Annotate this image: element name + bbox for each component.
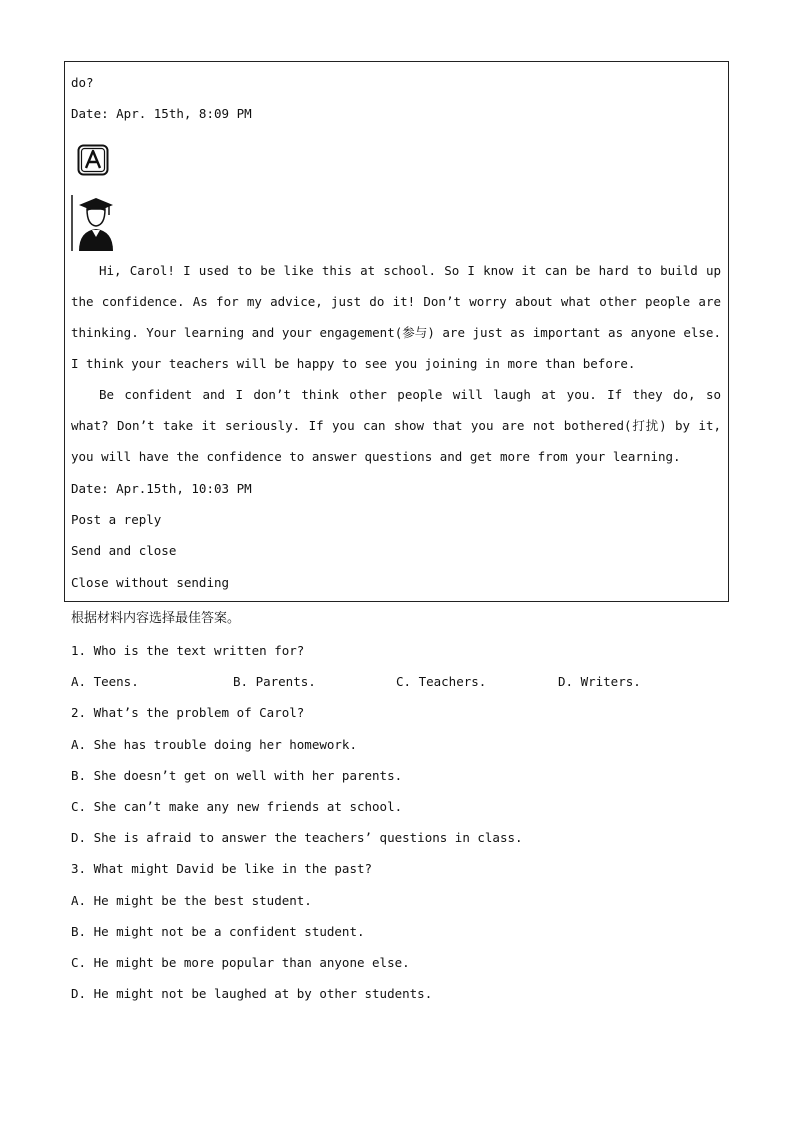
q2-option-b[interactable]: B. She doesn’t get on well with her parents. [71,768,403,783]
reply-paragraph-1: Hi, Carol! I used to be like this at school. So I know it can be hard to build up the confidence. As for my advice, just do it! Don’t worry about what other people are thinking. Your learning and your engagement(参与) are just as important as anyone else. I think your teachers will be happy to see you joining in more than before. [71,263,721,371]
q2-option-d[interactable]: D. She is afraid to answer the teachers’ questions in class. [71,830,523,845]
post-date: Date: Apr. 15th, 8:09 PM [71,106,252,121]
post-fragment: do? [71,75,94,90]
q3-option-a[interactable]: A. He might be the best student. [71,893,312,908]
q3-option-c[interactable]: C. He might be more popular than anyone else. [71,955,410,970]
q1-option-a[interactable]: A. Teens. [71,674,139,689]
instruction: 根据材料内容选择最佳答案。 [71,611,241,626]
q2-option-c[interactable]: C. She can’t make any new friends at school. [71,799,403,814]
question-3-stem: 3. What might David be like in the past? [71,861,373,876]
reply-paragraph-2: Be confident and I don’t think other people will laugh at you. If they do, so what? Don’t take it seriously. If you can show that you are not bothered(打扰) by it, you will have the confidence to answer questions and get more from your learning. [71,387,721,464]
q2-option-a[interactable]: A. She has trouble doing her homework. [71,737,357,752]
user-a-avatar-icon [77,144,109,176]
q1-option-d[interactable]: D. Writers. [558,674,641,689]
question-2-stem: 2. What’s the problem of Carol? [71,705,305,720]
graduate-avatar-icon [71,193,121,253]
q1-option-c[interactable]: C. Teachers. [396,674,487,689]
close-without-sending-link[interactable]: Close without sending [71,575,230,590]
q3-option-b[interactable]: B. He might not be a confident student. [71,924,365,939]
send-and-close-link[interactable]: Send and close [71,543,177,558]
question-1-stem: 1. Who is the text written for? [71,643,305,658]
q3-option-d[interactable]: D. He might not be laughed at by other students. [71,986,433,1001]
post-reply-link[interactable]: Post a reply [71,512,162,527]
q1-option-b[interactable]: B. Parents. [233,674,316,689]
reply-date: Date: Apr.15th, 10:03 PM [71,481,252,496]
